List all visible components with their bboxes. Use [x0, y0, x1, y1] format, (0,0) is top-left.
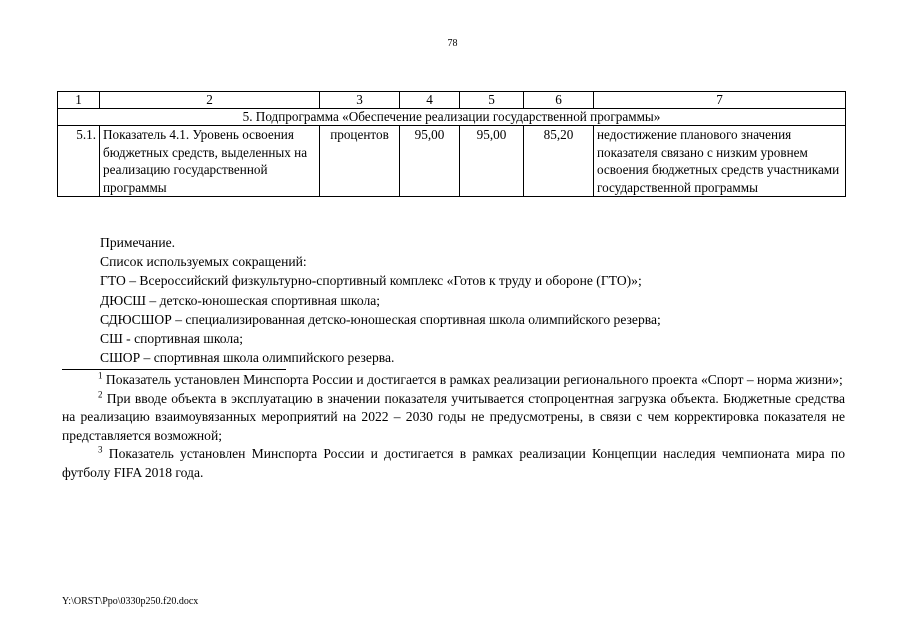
footnote [62, 390, 845, 446]
table-section-row [58, 109, 846, 126]
explanation-cell: недостижение планового значения показателя связано с низким уровнем освоения бюджетных средств участниками государственной программы [594, 126, 846, 197]
page-number: 78 [447, 38, 458, 49]
value-cell: 85,20 [524, 126, 594, 197]
table-header-cell: 1 [58, 92, 100, 109]
abbreviation-item: ДЮСШ – детско-юношеская спортивная школа; [100, 292, 381, 308]
footnotes-block [62, 371, 845, 483]
table-row [58, 126, 846, 197]
file-path: Y:\ORST\Ppo\0330p250.f20.docx [62, 596, 199, 607]
abbreviation-item: СШОР – спортивная школа олимпийского резерва. [100, 350, 395, 366]
unit-cell: процентов [320, 126, 400, 197]
footnote-text: Показатель установлен Минспорта России и достигается в рамках реализации Концепции наследия чемпионата мира по футболу FIFA 2018 года. [62, 446, 845, 480]
table-header-cell: 7 [594, 92, 846, 109]
notes-heading: Примечание. [100, 235, 176, 250]
abbreviation-item: СШ - спортивная школа; [100, 331, 244, 347]
abbreviation-item: СДЮСШОР – специализированная детско-юношеская спортивная школа олимпийского резерва; [100, 311, 661, 327]
footnote [62, 371, 845, 390]
footnote [62, 445, 845, 482]
value-cell: 95,00 [400, 126, 460, 197]
footnote-mark: 3 [98, 444, 103, 455]
footnote-mark: 1 [98, 370, 103, 381]
table-header-cell: 5 [460, 92, 524, 109]
section-title: 5. Подпрограмма «Обеспечение реализации государственной программы» [58, 109, 846, 126]
notes-block [100, 233, 661, 367]
abbreviations-heading: Список используемых сокращений: [100, 254, 307, 270]
row-number: 5.1. [58, 126, 100, 197]
table-header-cell: 2 [100, 92, 320, 109]
table-header-cell: 4 [400, 92, 460, 109]
table-header-cell: 6 [524, 92, 594, 109]
indicator-name: Показатель 4.1. Уровень освоения бюджетных средств, выделенных на реализацию государственной программы [100, 126, 320, 197]
footnote-divider [62, 369, 286, 370]
abbreviation-item: ГТО – Всероссийский физкультурно-спортивный комплекс «Готов к труду и обороне (ГТО)»; [100, 273, 642, 289]
footnote-mark: 2 [98, 389, 103, 400]
value-cell: 95,00 [460, 126, 524, 197]
footnote-text: При вводе объекта в эксплуатацию в значении показателя учитывается стопроцентная загрузка объекта. Бюджетные средства на реализацию взаимоувязанных мероприятий на 2022 – 2030 годы не предусмотрены, в связи с чем корректировка показателя не представляется возможной; [62, 390, 845, 443]
footnote-text: Показатель установлен Минспорта России и достигается в рамках реализации регионального проекта «Спорт – норма жизни»; [105, 372, 843, 387]
table-header-cell: 3 [320, 92, 400, 109]
indicators-table [57, 91, 846, 197]
table-header-row [58, 92, 846, 109]
